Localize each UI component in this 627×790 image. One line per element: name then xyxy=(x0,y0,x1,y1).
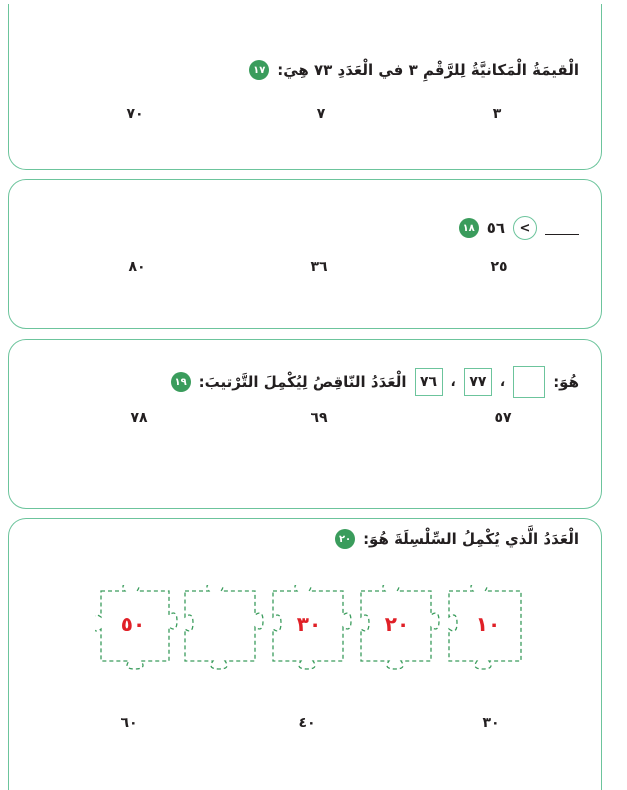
question-17-text: الْقيمَةُ الْمَكانيَّةُ لِلرَّقْمِ ٣ في الْعَدَدِ ٧٣ هِيَ: xyxy=(277,61,579,79)
question-19-row xyxy=(171,366,579,398)
q18-choice-1[interactable]: ٢٥ xyxy=(490,259,508,275)
puzzle-label-1: ١٠ xyxy=(475,612,501,636)
question-17-card xyxy=(8,4,602,170)
question-18-number-badge: ١٨ xyxy=(459,218,479,238)
question-17-row xyxy=(249,60,579,80)
missing-number-box[interactable] xyxy=(513,366,545,398)
puzzle-label-2: ٢٠ xyxy=(384,612,410,636)
separator-2: ، xyxy=(499,374,506,390)
comparison-symbol: > xyxy=(513,216,537,240)
q17-choice-3[interactable]: ٧٠ xyxy=(126,106,144,122)
question-20-row xyxy=(335,529,579,549)
q18-choice-3[interactable]: ٨٠ xyxy=(128,259,146,275)
q20-choice-2[interactable]: ٤٠ xyxy=(298,715,316,731)
question-19-number-badge: ١٩ xyxy=(171,372,191,392)
question-20-number-badge: ٢٠ xyxy=(335,529,355,549)
q18-value: ٥٦ xyxy=(486,219,505,237)
q17-choice-2[interactable]: ٧ xyxy=(316,106,326,122)
q19-choice-2[interactable]: ٦٩ xyxy=(310,410,328,426)
question-19-text: الْعَدَدُ النّاقِصُ لِيُكْمِلَ التَّرْتيبَ: xyxy=(198,373,407,391)
question-20-text: الْعَدَدُ الَّذي يُكْمِلُ السِّلْسِلَةَ هُوَ: xyxy=(363,530,579,548)
separator-1: ، xyxy=(450,374,456,390)
question-17-number-badge: ١٧ xyxy=(249,60,269,80)
sequence-box-2: ٧٧ xyxy=(464,368,492,396)
q19-choice-3[interactable]: ٧٨ xyxy=(130,410,148,426)
puzzle-label-5: ٥٠ xyxy=(120,612,146,636)
q18-choice-2[interactable]: ٣٦ xyxy=(310,259,328,275)
puzzle-label-3: ٣٠ xyxy=(296,612,322,636)
q17-choice-1[interactable]: ٣ xyxy=(492,106,502,122)
question-18-card xyxy=(8,179,602,329)
q19-choice-1[interactable]: ٥٧ xyxy=(494,410,512,426)
answer-blank[interactable] xyxy=(545,233,579,235)
question-19-card xyxy=(8,339,602,509)
question-19-text-end: هُوَ: xyxy=(553,373,579,391)
sequence-box-1: ٧٦ xyxy=(415,368,443,396)
q20-choice-1[interactable]: ٣٠ xyxy=(482,715,500,731)
question-18-row xyxy=(459,216,579,240)
q20-choice-3[interactable]: ٦٠ xyxy=(120,715,138,731)
puzzle-piece-4 xyxy=(185,585,263,669)
